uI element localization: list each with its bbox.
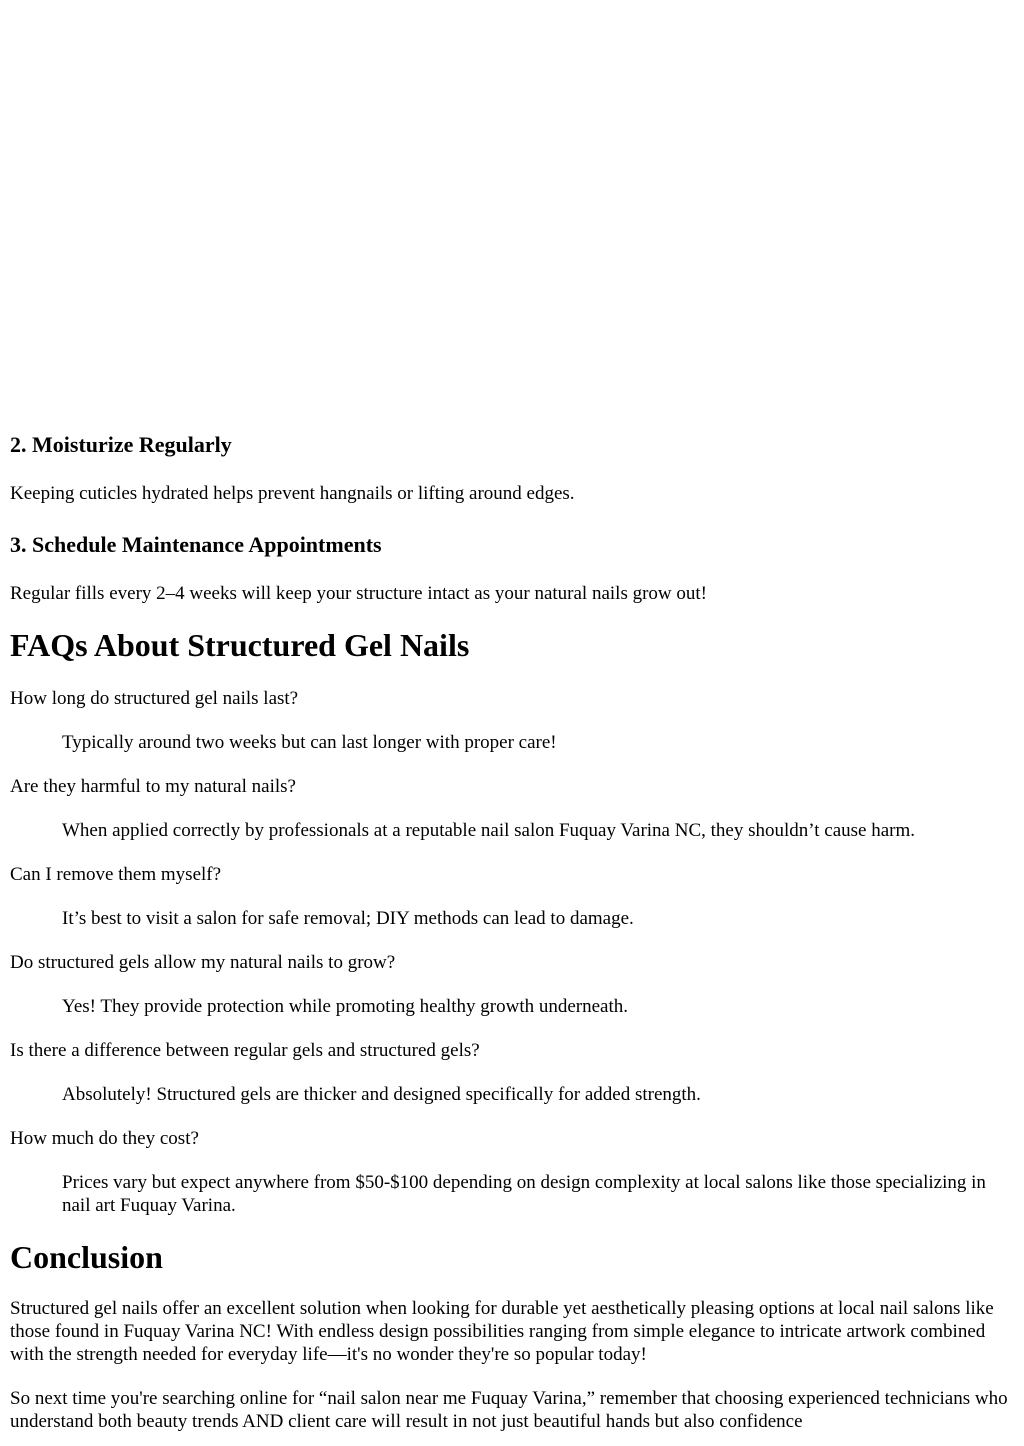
blank-image-area — [0, 0, 1024, 420]
conclusion-heading: Conclusion — [10, 1239, 163, 1275]
faq-list — [10, 687, 1014, 1217]
faq-answer: When applied correctly by professionals at a reputable nail salon Fuquay Varina NC, they shouldn’t cause harm. — [62, 820, 916, 841]
faq-question: Are they harmful to my natural nails? — [10, 776, 296, 797]
faq-answer: Absolutely! Structured gels are thicker and designed specifically for added strength. — [62, 1084, 701, 1105]
faq-answer: It’s best to visit a salon for safe removal; DIY methods can lead to damage. — [62, 908, 634, 929]
faq-heading: FAQs About Structured Gel Nails — [10, 627, 470, 663]
faq-answer: Prices vary but expect anywhere from $50-$100 depending on design complexity at local salons like those specializing in nail art Fuquay Varina. — [62, 1172, 986, 1216]
conclusion-paragraph-1: Structured gel nails offer an excellent solution when looking for durable yet aesthetically pleasing options at local nail salons like those found in Fuquay Varina NC! With endless design possibilities ranging from simple elegance to intricate artwork combined with the strength needed for everyday life—it's no wonder they're so popular today! — [10, 1298, 994, 1365]
conclusion-paragraph-2: So next time you're searching online for “nail salon near me Fuquay Varina,” remember that choosing experienced technicians who understand both beauty trends AND client care will result in not just beautiful hands but also confidence — [10, 1388, 1008, 1432]
tip-3-heading: 3. Schedule Maintenance Appointments — [10, 532, 382, 557]
faq-question: Is there a difference between regular gels and structured gels? — [10, 1040, 480, 1061]
faq-question: How long do structured gel nails last? — [10, 688, 299, 709]
faq-question: Do structured gels allow my natural nails to grow? — [10, 952, 396, 973]
tip-2-text: Keeping cuticles hydrated helps prevent hangnails or lifting around edges. — [10, 483, 575, 504]
faq-question: How much do they cost? — [10, 1128, 199, 1149]
faq-answer: Typically around two weeks but can last longer with proper care! — [62, 732, 557, 753]
article-content — [0, 432, 1024, 1433]
faq-answer: Yes! They provide protection while promoting healthy growth underneath. — [62, 996, 629, 1017]
tip-2-heading: 2. Moisturize Regularly — [10, 432, 232, 457]
faq-question: Can I remove them myself? — [10, 864, 222, 885]
tip-3-text: Regular fills every 2–4 weeks will keep your structure intact as your natural nails grow out! — [10, 583, 707, 604]
